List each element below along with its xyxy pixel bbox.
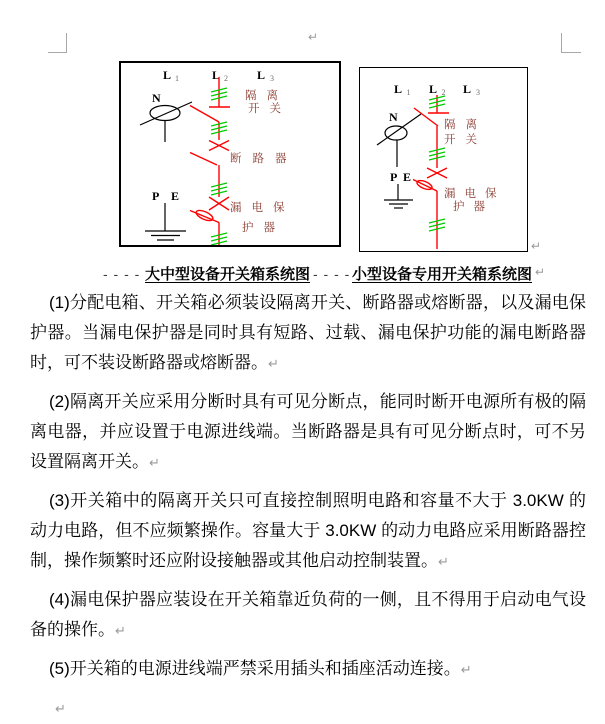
rcd-contact-x	[427, 168, 447, 178]
paragraph-mark: ↵	[55, 701, 66, 716]
phase-sub-3: 3	[270, 74, 274, 83]
diagram-small-switch-box[interactable]	[359, 67, 528, 252]
pe-letter-p: P	[152, 189, 160, 203]
rcd-label-line1: 漏电保	[444, 188, 506, 200]
diagram-large-medium-switch-box[interactable]	[119, 61, 341, 247]
phase-labels	[394, 82, 480, 97]
phase-sub-2: 2	[441, 88, 446, 97]
body-paragraph-4[interactable]	[30, 585, 586, 646]
paragraph-text: (4)漏电保护器应装设在开关箱靠近负荷的一侧，且不得用于启动电气设备的操作。	[30, 590, 586, 639]
isolator-blade	[190, 106, 219, 123]
dash-leader-left: - - - -	[103, 266, 141, 282]
document-body	[30, 288, 586, 724]
rcd-label-line2: 护器	[242, 222, 285, 234]
phase-label-l3: L	[257, 68, 266, 82]
pe-letter-e: E	[171, 189, 180, 203]
caption-large-medium-diagram[interactable]: 大中型设备开关箱系统图	[145, 266, 311, 283]
paragraph-mark: ↵	[115, 623, 126, 638]
paragraph-mark: ↵	[438, 554, 449, 569]
paragraph-mark: ↵	[308, 30, 319, 44]
paragraph-text: (2)隔离开关应采用分断时具有可见分断点，能同时断开电源所有极的隔离电器，并应设置于电源进线端。当断路器是具有可见分断点时，可不另设置隔离开关。	[30, 392, 586, 471]
breaker-blade	[190, 153, 217, 166]
phase-sub-1: 1	[175, 74, 179, 83]
phase-label-l1: L	[163, 68, 172, 82]
dash-leader-middle: - - - -	[313, 266, 351, 282]
body-paragraph-2[interactable]	[30, 387, 586, 478]
isolator-label-line2: 开关	[444, 134, 487, 146]
body-paragraph-1[interactable]	[30, 288, 586, 379]
neutral-label: N	[152, 91, 161, 105]
margin-corner-mark-top-right	[561, 33, 581, 53]
diagram-left-canvas	[121, 63, 339, 245]
isolator-label-line1: 隔离	[444, 119, 487, 131]
paragraph-mark: ↵	[149, 455, 160, 470]
phase-label-l1: L	[394, 82, 403, 96]
pe-labels	[390, 170, 411, 184]
pe-letter-p: P	[390, 170, 398, 184]
pe-letter-e: E	[403, 170, 412, 184]
body-paragraph-5[interactable]	[30, 654, 586, 685]
isolator-label-line2: 开关	[248, 103, 291, 115]
circuit-line	[190, 77, 230, 245]
n-conductor-symbol	[377, 114, 421, 167]
diagram-right-canvas	[360, 68, 527, 251]
caption-small-diagram[interactable]: 小型设备专用开关箱系统图	[352, 266, 533, 283]
n-conductor-symbol	[140, 102, 192, 142]
paragraph-mark: ↵	[268, 356, 279, 371]
rcd-blade	[190, 211, 219, 223]
phase-sub-2: 2	[224, 74, 228, 83]
earth-ground-symbol	[384, 184, 413, 208]
isolator-label-line1: 隔离	[245, 90, 288, 102]
breaker-label: 断路器	[230, 153, 298, 165]
phase-sub-1: 1	[406, 88, 411, 97]
paragraph-mark: ↵	[535, 265, 546, 279]
paragraph-text: (1)分配电箱、开关箱必须装设隔离开关、断路器或熔断器，以及漏电保护器。当漏电保护器是同时具有短路、过载、漏电保护功能的漏电断路器时，可不装设断路器或熔断器。	[30, 293, 586, 372]
paragraph-text: (5)开关箱的电源进线端严禁采用插头和插座活动连接。	[49, 659, 461, 678]
neutral-label: N	[389, 110, 398, 124]
rcd-coil-symbol	[195, 208, 215, 222]
earth-ground-symbol	[145, 203, 186, 240]
margin-corner-mark-top-left	[48, 33, 67, 53]
breaker-contact-x	[209, 141, 229, 151]
rcd-label-line1: 漏电保	[230, 202, 295, 214]
rcd-label-line2: 护器	[453, 201, 494, 213]
phase-label-l2: L	[429, 82, 438, 96]
phase-label-l3: L	[463, 82, 472, 96]
paragraph-text: (3)开关箱中的隔离开关只可直接控制照明电路和容量不大于 3.0KW 的动力电路，但不应频繁操作。容量大于 3.0KW 的动力电路应采用断路器控制，操作频繁时还应附设接触器或其他启动控制装置。	[30, 491, 586, 570]
empty-paragraph[interactable]	[30, 693, 586, 724]
body-paragraph-3[interactable]	[30, 486, 586, 577]
pe-labels	[152, 189, 179, 203]
phase-sub-3: 3	[476, 88, 480, 97]
paragraph-mark: ↵	[460, 662, 472, 677]
phase-label-l2: L	[212, 68, 221, 82]
rcd-contact-x	[209, 197, 229, 210]
paragraph-mark: ↵	[531, 239, 542, 253]
